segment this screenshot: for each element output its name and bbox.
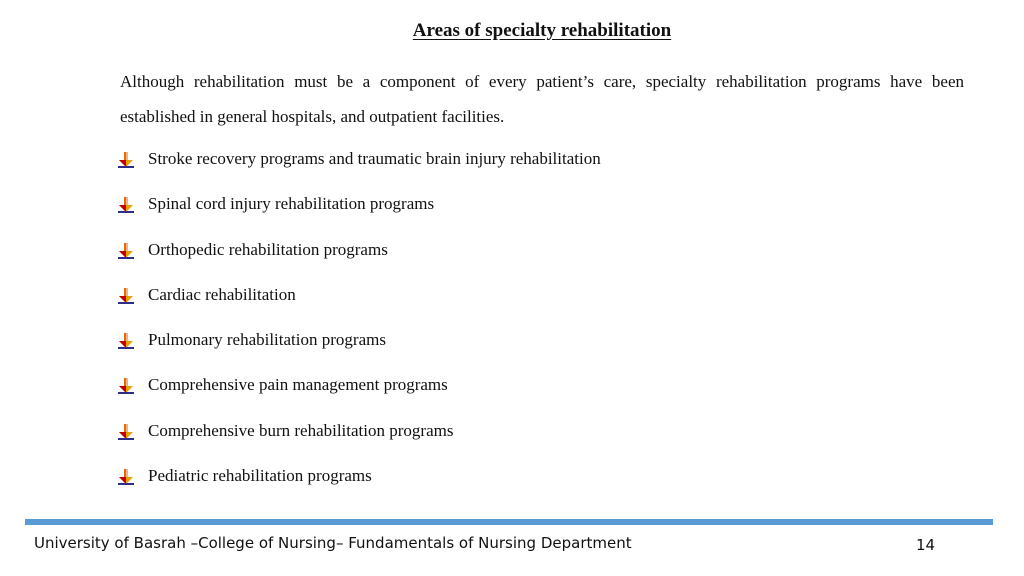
bullet-text: Pediatric rehabilitation programs xyxy=(148,466,372,486)
bullet-text: Comprehensive burn rehabilitation programs xyxy=(148,420,454,440)
list-item xyxy=(118,190,601,235)
bullet-list xyxy=(118,145,601,507)
list-item xyxy=(118,236,601,281)
arrow-down-bullet-icon xyxy=(118,378,134,394)
arrow-down-bullet-icon xyxy=(118,333,134,349)
arrow-down-bullet-icon xyxy=(118,152,134,168)
arrow-down-bullet-icon xyxy=(118,243,134,259)
bullet-text: Orthopedic rehabilitation programs xyxy=(148,239,388,259)
bullet-text: Stroke recovery programs and traumatic brain injury rehabilitation xyxy=(148,149,601,168)
list-item xyxy=(118,145,601,190)
page-number: 14 xyxy=(916,536,936,554)
bullet-text: Cardiac rehabilitation xyxy=(148,284,296,304)
bullet-text: Pulmonary rehabilitation programs xyxy=(148,330,386,350)
arrow-down-bullet-icon xyxy=(118,469,134,485)
intro-paragraph: Although rehabilitation must be a component of every patient’s care, specialty rehabilitation programs have been established in general hospitals, and outpatient facilities. xyxy=(120,72,964,126)
arrow-down-bullet-icon xyxy=(118,424,134,440)
arrow-down-bullet-icon xyxy=(118,288,134,304)
list-item xyxy=(118,326,601,371)
list-item xyxy=(118,371,601,416)
slide-title: Areas of specialty rehabilitation xyxy=(412,20,672,41)
bullet-text: Spinal cord injury rehabilitation programs xyxy=(148,194,435,214)
footer-divider xyxy=(25,519,993,525)
arrow-down-bullet-icon xyxy=(118,197,134,213)
footer-institution: University of Basrah –College of Nursing– Fundamentals of Nursing Department xyxy=(34,534,632,552)
list-item xyxy=(118,417,601,462)
list-item xyxy=(118,462,601,507)
list-item xyxy=(118,281,601,326)
bullet-text: Comprehensive pain management programs xyxy=(148,375,448,395)
